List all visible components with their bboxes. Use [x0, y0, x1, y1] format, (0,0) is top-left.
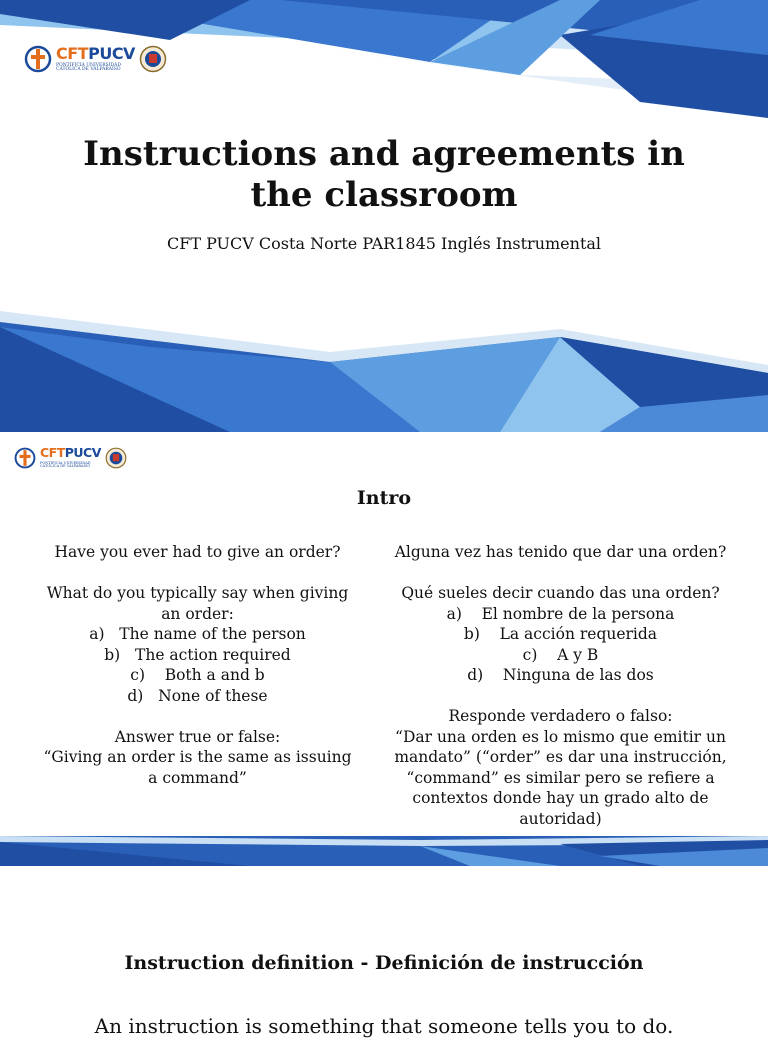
presentation-subtitle: CFT PUCV Costa Norte PAR1845 Inglés Instrumental: [166, 234, 602, 253]
question-typical-say: What do you typically say when giving an order:: [46, 584, 349, 623]
option-b: b) The action required: [104, 645, 291, 664]
logo-name-pucv: PUCV: [88, 43, 135, 63]
intro-title: Intro: [356, 487, 412, 509]
slide-definition: [0, 866, 768, 1038]
logo-subtitle-2: CATÓLICA DE VALPARAÍSO: [56, 67, 121, 72]
university-seal-icon: [105, 446, 127, 470]
option-d-es: d) Ninguna de las dos: [467, 666, 654, 684]
footer-banner-decoration: [0, 836, 768, 866]
logo-subtitle-2: CATÓLICA DE VALPARAÍSO: [40, 464, 91, 469]
option-c-es: c) A y B: [522, 645, 599, 664]
university-seal-icon: [139, 44, 167, 74]
option-c: c) Both a and b: [130, 666, 265, 684]
logo-subtitle-1: PONTIFICIA UNIVERSIDAD: [40, 460, 91, 465]
question-typical-say-es: Qué sueles decir cuando das una orden?: [401, 584, 720, 602]
cross-emblem-icon: [14, 446, 36, 470]
true-false-label-es: Responde verdadero o falso:: [448, 707, 673, 725]
slide-title: [0, 0, 768, 432]
cftpucv-logo: [14, 446, 127, 470]
cftpucv-logo: [24, 44, 167, 74]
option-a: a) The name of the person: [89, 625, 306, 643]
bottom-banner-decoration: [0, 307, 768, 432]
true-false-statement-es: “Dar una orden es lo mismo que emitir un mandato” (“order” es dar una instrucción, “command” es similar pero se refiere a contextos donde hay un grado alto de autoridad): [394, 727, 727, 828]
logo-name-pucv: PUCV: [64, 445, 101, 461]
intro-english-column: [40, 542, 355, 788]
cross-emblem-icon: [24, 44, 52, 74]
slide-intro: [0, 432, 768, 866]
true-false-statement: “Giving an order is the same as issuing a command”: [43, 748, 352, 787]
logo-subtitle-1: PONTIFICIA UNIVERSIDAD: [56, 62, 121, 68]
true-false-label: Answer true or false:: [114, 727, 281, 746]
intro-spanish-column: [373, 542, 748, 829]
logo-name-cft: CFT: [40, 445, 65, 461]
option-b-es: b) La acción requerida: [463, 625, 658, 643]
option-d: d) None of these: [127, 686, 268, 705]
question-order: Have you ever had to give an order?: [54, 543, 341, 561]
presentation-title: Instructions and agreements in the classroom: [83, 134, 685, 215]
option-a-es: a) El nombre de la persona: [446, 604, 675, 623]
question-order-es: Alguna vez has tenido que dar una orden?: [394, 543, 727, 561]
definition-title: Instruction definition - Definición de instrucción: [124, 952, 644, 974]
definition-text: An instruction is something that someone tells you to do.: [94, 1014, 674, 1038]
logo-name-cft: CFT: [56, 43, 89, 63]
